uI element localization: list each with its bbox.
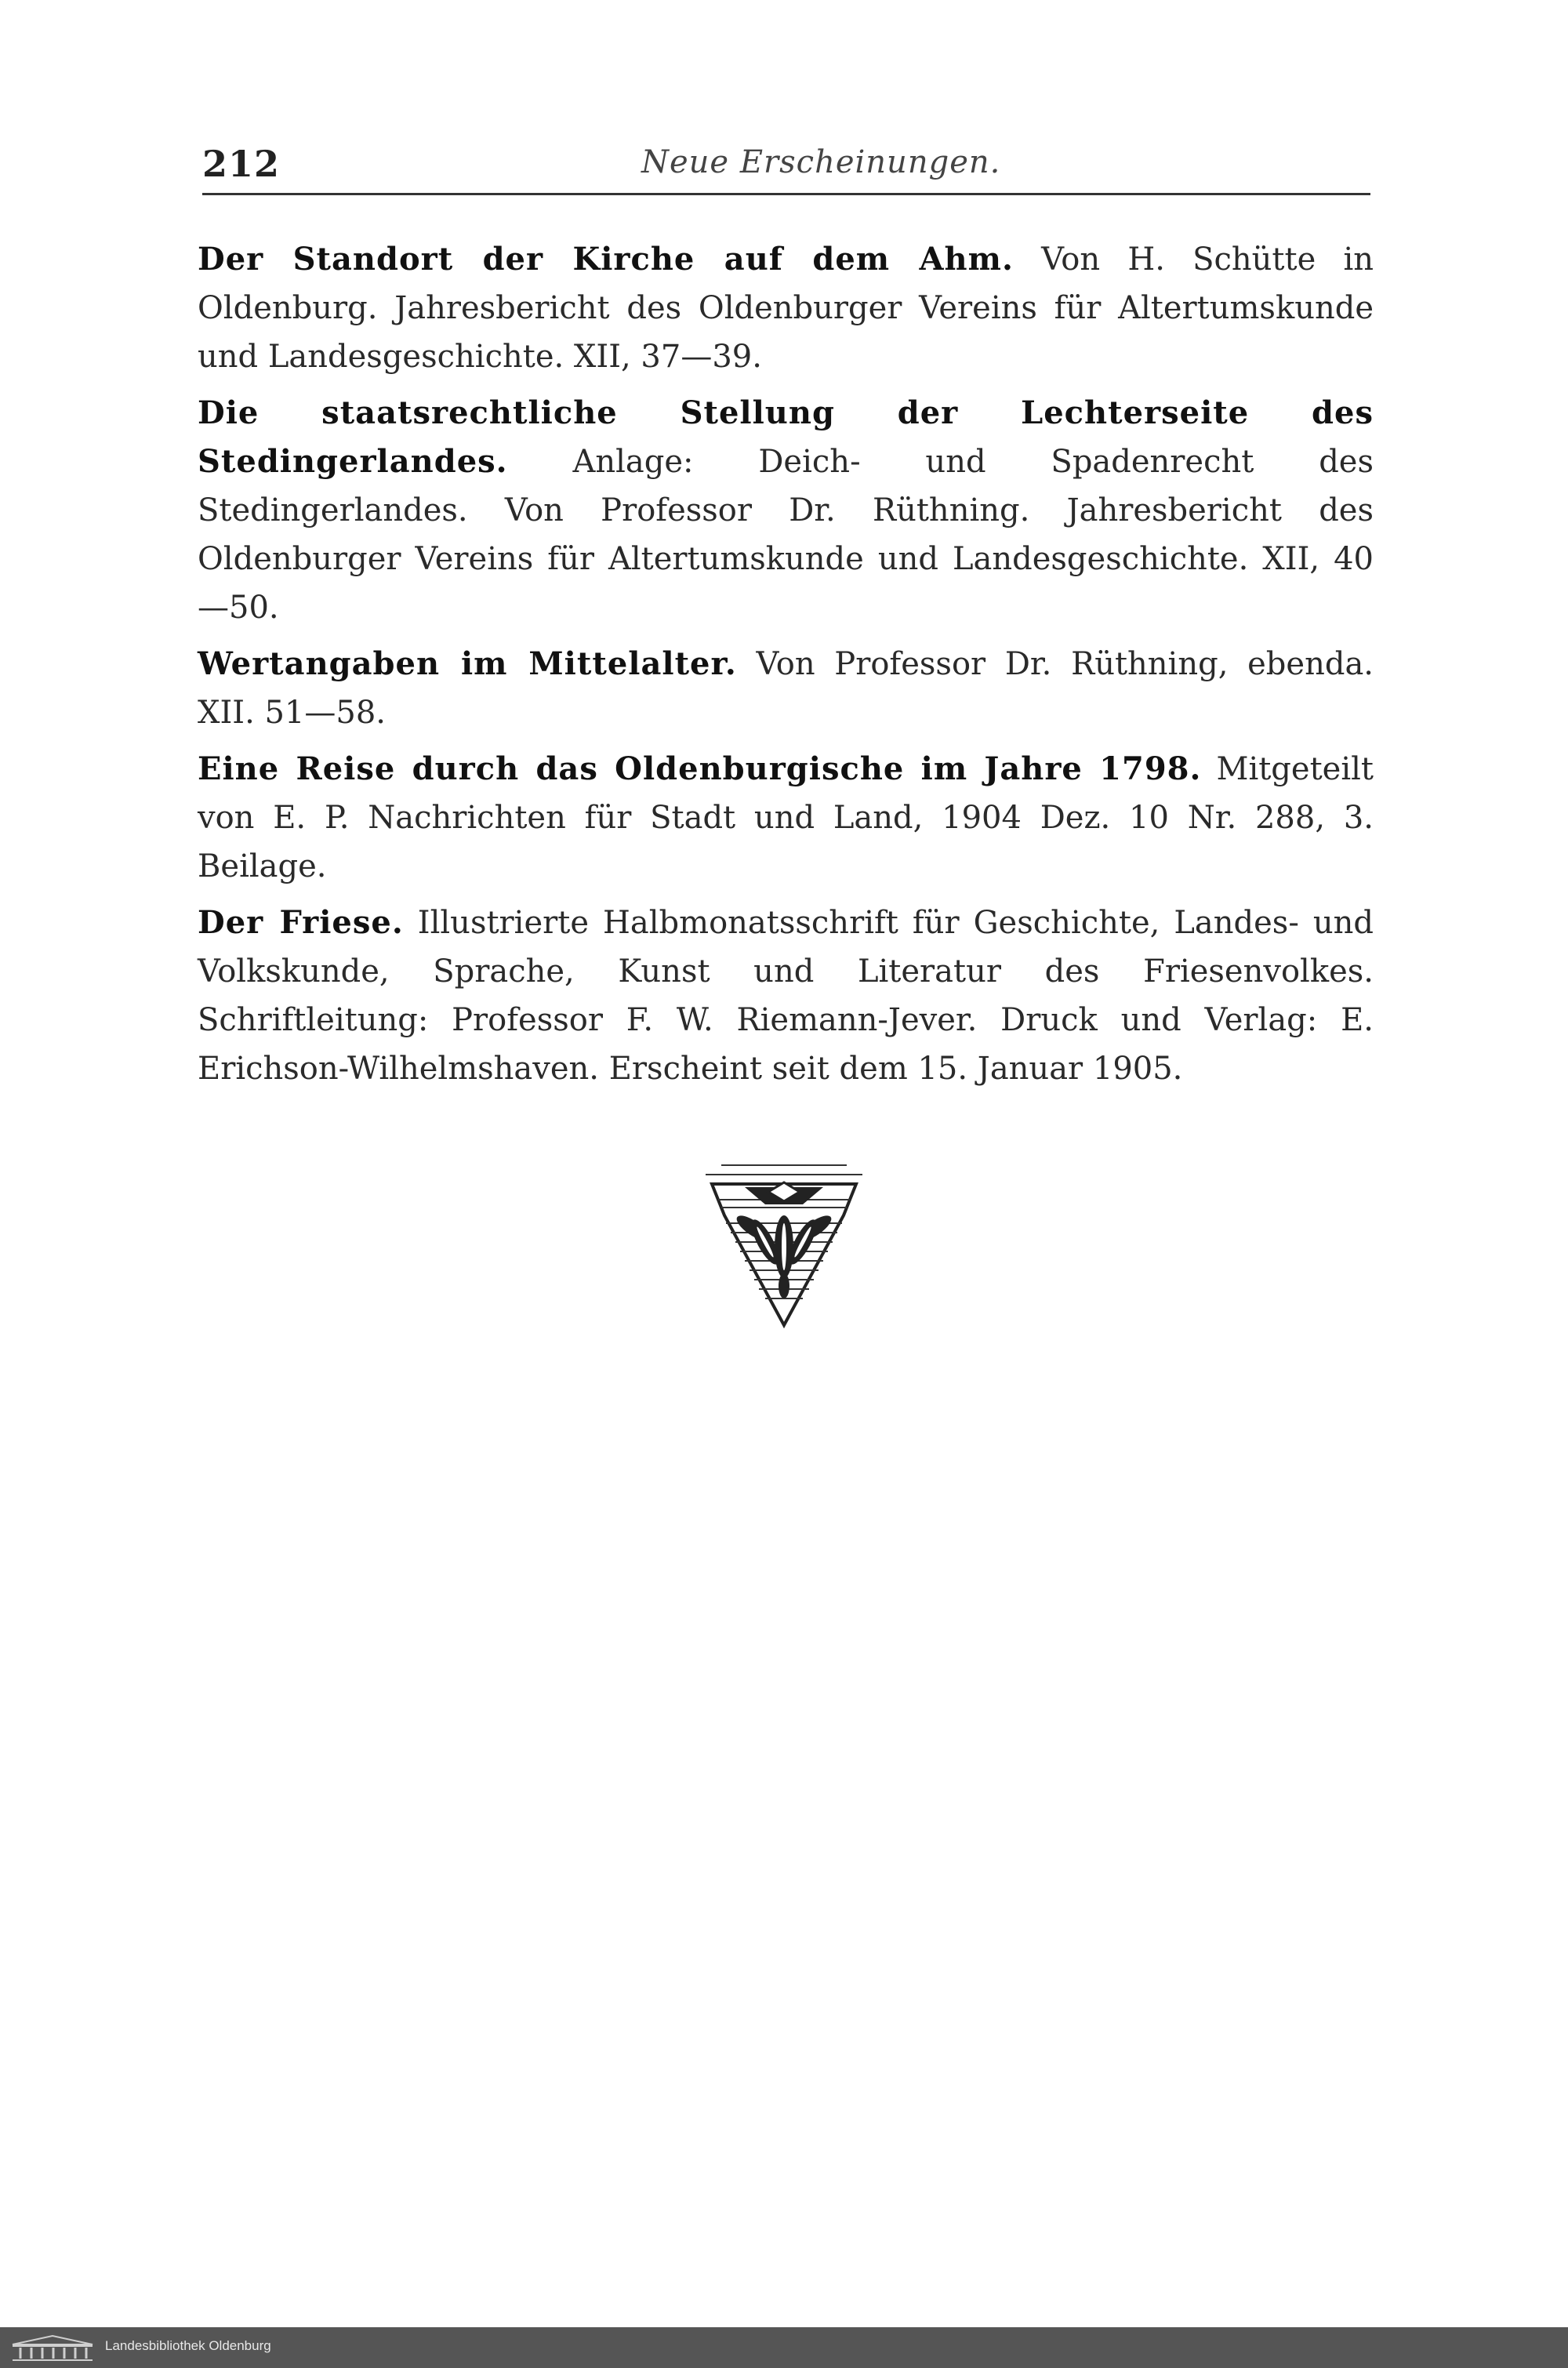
bibliography-entry (198, 389, 1374, 632)
entry-text: Von H. Schütte in Oldenburg. Jahresbericht des Oldenburger Vereins für Altertumskunde und Landesgeschichte. XII, 37—39. (198, 242, 1374, 375)
library-building-icon (9, 2333, 96, 2362)
entry-title: Die staatsrechtliche Stellung der Lechterseite des Stedingerlandes. (198, 394, 1374, 480)
library-footer (0, 2327, 1568, 2368)
entry-text: Von Professor Dr. Rüthning, ebenda. XII. 51—58. (198, 646, 1374, 731)
entry-text: Anlage: Deich- und Spadenrecht des Stedingerlandes. Von Professor Dr. Rüthning. Jahresbericht des Oldenburger Vereins für Altertumskunde und Landesgeschichte. XII, 40—50. (198, 444, 1374, 626)
entry-title: Der Standort der Kirche auf dem Ahm. (198, 241, 1014, 278)
bibliography-list (198, 235, 1374, 1101)
entry-title: Eine Reise durch das Oldenburgische im Jahre 1798. (198, 750, 1202, 787)
page-number: 212 (202, 143, 281, 185)
page-header (202, 135, 1370, 198)
bibliography-entry (198, 640, 1374, 737)
header-rule (202, 193, 1370, 195)
bibliography-entry (198, 745, 1374, 891)
entry-title: Wertangaben im Mittelalter. (198, 645, 737, 682)
running-title: Neue Erscheinungen. (641, 144, 1001, 180)
library-name: Landesbibliothek Oldenburg (105, 2338, 271, 2353)
bibliography-entry (198, 899, 1374, 1093)
entry-text: Mitgeteilt von E. P. Nachrichten für Stadt und Land, 1904 Dez. 10 Nr. 288, 3. Beilage. (198, 751, 1374, 884)
decorative-vignette-icon (690, 1160, 878, 1333)
bibliography-entry (198, 235, 1374, 381)
entry-text: Illustrierte Halbmonatsschrift für Geschichte, Landes- und Volkskunde, Sprache, Kunst und Literatur des Friesenvolkes. Schriftleitung: Professor F. W. Riemann-Jever. Druck und Verlag: E. Erichson-Wilhelmshaven. Erscheint seit dem 15. Januar 1905. (198, 905, 1374, 1087)
entry-title: Der Friese. (198, 904, 404, 941)
